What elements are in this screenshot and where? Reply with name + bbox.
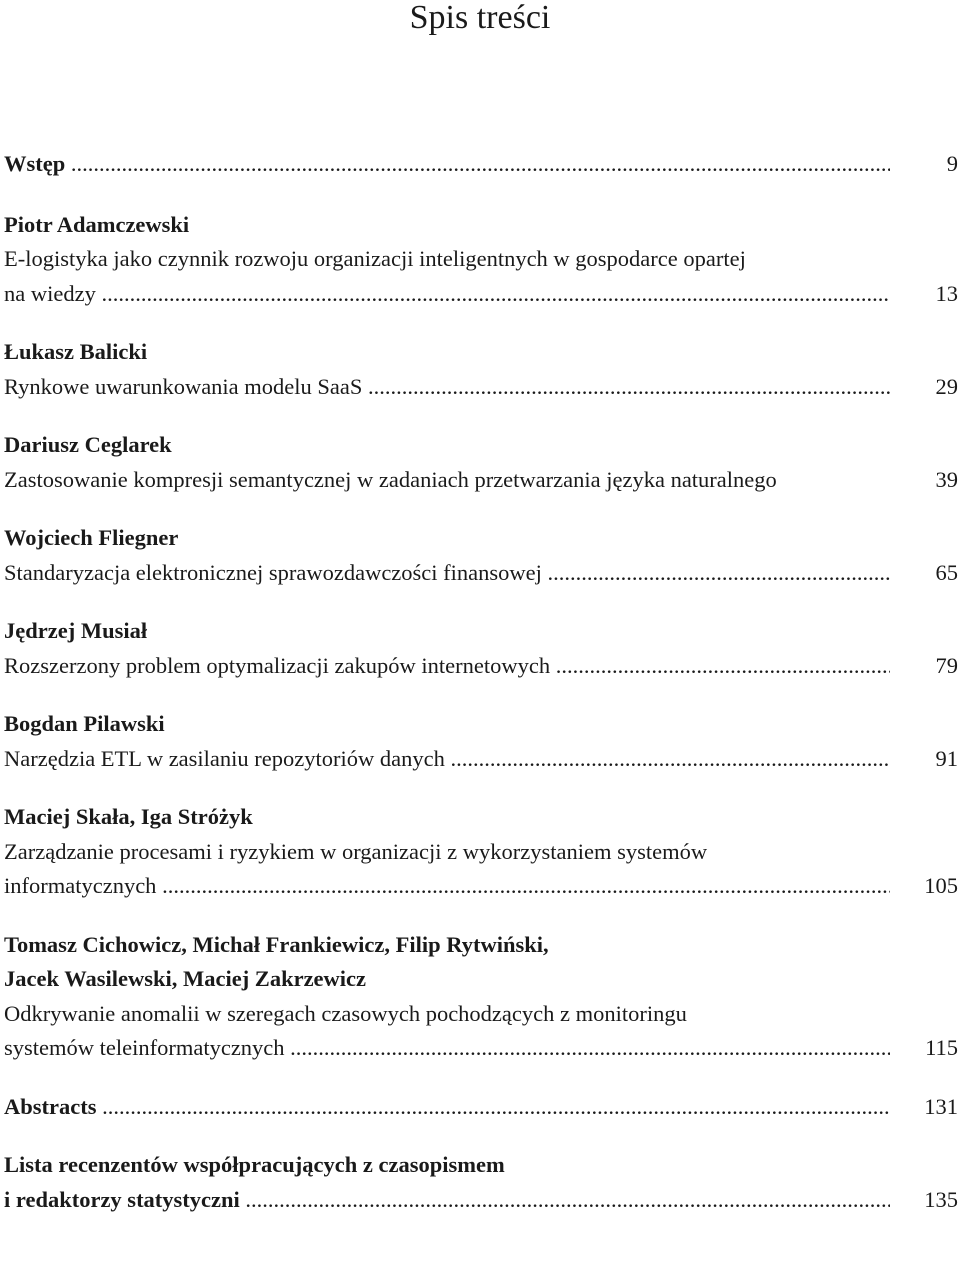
toc-entry	[4, 614, 960, 683]
toc-entry-title: Rynkowe uwarunkowania modelu SaaS .....	[4, 370, 890, 405]
toc-entry-page: 105	[924, 873, 958, 898]
toc-entry-author: Jacek Wasilewski, Maciej Zakrzewicz	[4, 966, 367, 991]
toc-entry	[4, 800, 960, 904]
toc-entry-row	[4, 556, 960, 591]
toc-entry-row	[4, 370, 960, 405]
toc-entry-row	[4, 869, 960, 904]
toc-entry-author: Bogdan Pilawski	[4, 711, 165, 736]
toc-entry-title: Narzędzia ETL w zasilaniu repozytoriów danych .....	[4, 742, 890, 777]
toc-list	[4, 147, 960, 1241]
toc-entry-row	[4, 463, 960, 498]
toc-entry-row	[4, 1090, 960, 1125]
toc-entry-page: 9	[946, 151, 958, 176]
toc-entry-author: Dariusz Ceglarek	[4, 432, 172, 457]
toc-entry	[4, 147, 960, 182]
toc-entry-row	[4, 277, 960, 312]
toc-entry	[4, 1090, 960, 1125]
toc-entry-page: 135	[924, 1186, 958, 1212]
toc-entry-title: systemów teleinformatycznych .....	[4, 1031, 890, 1066]
page-title: Spis treści	[409, 0, 551, 36]
toc-entry-title: informatycznych .....	[4, 869, 890, 904]
toc-entry-page: 65	[935, 559, 958, 585]
toc-entry-title-line: E-logistyka jako czynnik rozwoju organizacji inteligentnych w gospodarce opartej	[4, 246, 746, 271]
toc-entry-page: 79	[935, 652, 958, 678]
toc-entry-author: Maciej Skała, Iga Stróżyk	[4, 804, 253, 829]
toc-entry-author: Wojciech Fliegner	[4, 525, 179, 550]
toc-entry-row	[4, 1031, 960, 1066]
toc-entry-page: 91	[935, 745, 958, 771]
toc-entry	[4, 707, 960, 776]
toc-entry-title: Rozszerzony problem optymalizacji zakupów internetowych .....	[4, 649, 890, 684]
toc-entry	[4, 428, 960, 497]
toc-entry-title-line: Zarządzanie procesami i ryzykiem w organizacji z wykorzystaniem systemów	[4, 838, 708, 864]
toc-entry-title-line: Lista recenzentów współpracujących z czasopismem	[4, 1152, 505, 1177]
toc-entry-title: Zastosowanie kompresji semantycznej w zadaniach przetwarzania języka naturalnego	[4, 466, 777, 492]
toc-entry-page: 39	[935, 466, 958, 492]
toc-entry-title: i redaktorzy statystyczni .....	[4, 1183, 890, 1218]
toc-entry-title: Standaryzacja elektronicznej sprawozdawczości finansowej .....	[4, 556, 890, 591]
toc-entry-page: 13	[935, 280, 958, 306]
toc-entry-row	[4, 742, 960, 777]
toc-entry	[4, 928, 960, 1066]
toc-entry-author: Piotr Adamczewski	[4, 211, 190, 237]
toc-entry-page: 131	[924, 1093, 958, 1119]
toc-entry-author: Jędrzej Musiał	[4, 618, 148, 643]
toc-entry-title: na wiedzy .....	[4, 277, 890, 312]
toc-entry-title: Wstęp .....	[4, 147, 890, 182]
toc-entry-title-line: Odkrywanie anomalii w szeregach czasowych pochodzących z monitoringu	[4, 1000, 687, 1026]
toc-entry	[4, 335, 960, 404]
toc-entry-author: Łukasz Balicki	[4, 339, 148, 364]
toc-entry	[4, 1148, 960, 1217]
toc-entry-row	[4, 147, 960, 182]
toc-entry-title: Abstracts .....	[4, 1090, 890, 1125]
toc-entry	[4, 208, 960, 312]
toc-entry-page: 29	[935, 373, 958, 399]
toc-entry-author: Tomasz Cichowicz, Michał Frankiewicz, Filip Rytwiński,	[4, 931, 549, 957]
toc-entry-row	[4, 1183, 960, 1218]
toc-entry-row	[4, 649, 960, 684]
toc-entry-page: 115	[925, 1035, 958, 1060]
toc-entry	[4, 521, 960, 590]
